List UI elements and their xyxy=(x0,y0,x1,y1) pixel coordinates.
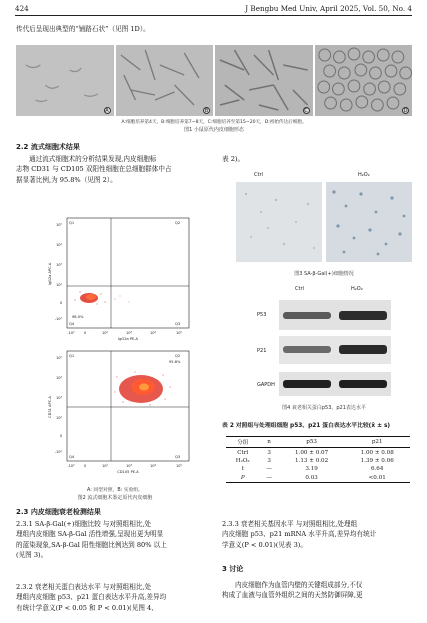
table-cell: 0.03 xyxy=(305,474,318,481)
figure4-caption: 图4 衰老相关蛋白p53、p21表达水平 xyxy=(282,405,366,411)
label-h2o2: H₂O₂ xyxy=(358,172,370,178)
tick-label: 10⁵ xyxy=(55,223,62,227)
section-3-heading: 3 讨论 xyxy=(222,565,244,573)
text-line: 2.3.2 衰老相关蛋白表达水平 与对照组相比,处 xyxy=(16,583,152,591)
figure1-subcaption: A:细胞培养第4天，B:细胞培养第7~8天，C:细胞培养至第15~20天，D:初始传达后细胞。 xyxy=(121,120,307,125)
label-ctrl: Ctrl xyxy=(254,172,263,178)
quadrant-q2: Q2 xyxy=(175,354,181,358)
journal-header: J Bengbu Med Univ, April 2025, Vol. 50, No. 4 xyxy=(245,4,412,13)
table-cell: — xyxy=(266,466,272,473)
sa-bgal-ctrl-image xyxy=(236,182,322,262)
tick-label: 10⁴ xyxy=(55,376,62,380)
table-cell: t xyxy=(241,466,244,473)
p21-blot xyxy=(279,336,391,364)
table-row xyxy=(226,448,410,457)
p53-blot xyxy=(279,300,391,330)
table-cell: Ctrl xyxy=(237,449,249,456)
text-line: 据显著比例,为 95.8%（见图 2）。 xyxy=(16,175,117,184)
text-line: 学意义(P < 0.01)(见表 3)。 xyxy=(222,540,307,549)
tick-label: 10³ xyxy=(55,396,62,400)
section-2-2-heading: 2.2 流式细胞术结果 xyxy=(16,143,80,151)
figure4-western-blot xyxy=(255,284,395,400)
x-axis-label: IgG2a PE-A xyxy=(118,337,138,341)
section-3-text xyxy=(222,580,414,601)
tick-label: 10⁴ xyxy=(149,331,157,335)
tick-label: 10⁵ xyxy=(175,331,183,335)
figure2-subcaption: A: 同型对照，B: 实验组。 xyxy=(87,488,143,493)
tick-label: 10⁴ xyxy=(149,464,157,468)
figure2-caption: 图2 流式细胞术鉴定原代内皮细胞 xyxy=(77,495,153,501)
column-header: 分组 xyxy=(237,440,249,447)
tick-label: -10² xyxy=(67,464,75,468)
panel-label-c: C xyxy=(304,108,308,114)
table-header-row xyxy=(226,437,410,448)
text-line: 通过流式细胞术的分析结果发现,内皮细胞标 xyxy=(29,155,157,163)
sa-bgal-h2o2-image xyxy=(326,182,412,262)
text-line: 有统计学意义(P < 0.05 和 P < 0.01)(见图 4、 xyxy=(16,603,158,612)
text-line: 理组内皮细胞 p53、p21 蛋白表达水平升高,差异均 xyxy=(16,593,167,602)
continuation-text: 表 2)。 xyxy=(222,155,245,163)
text-line: 的蓝染现象,SA-β-Gal 阳性细胞比例达到 80% 以上 xyxy=(16,540,167,549)
section-2-3-3-text xyxy=(222,519,414,550)
table-cell: P xyxy=(240,474,245,481)
section-2-3-2-text xyxy=(16,582,216,613)
page-number: 424 xyxy=(15,4,29,13)
table-cell: 3.19 xyxy=(305,466,318,473)
table-cell: 1.00 ± 0.08 xyxy=(360,449,394,456)
figure1-micrographs xyxy=(16,45,412,116)
text-line: 内皮细胞作为血管内壁的关键组成部分,不仅 xyxy=(235,581,363,589)
micrograph-c xyxy=(215,45,313,116)
intro-line: 传代后呈现出典型的“铺路石状”（见图 1D）。 xyxy=(16,25,150,33)
text-line: (见图 3)。 xyxy=(16,551,48,560)
panel-label-a: A xyxy=(105,108,109,114)
y-axis-label: IgG2a APC-A xyxy=(48,262,52,286)
y-axis-label: CD31 APC-A xyxy=(48,396,52,418)
section-2-2-text xyxy=(16,154,214,185)
quadrant-q1: Q1 xyxy=(69,354,75,358)
table-cell: 1.39 ± 0.06 xyxy=(360,457,394,464)
tick-label: 10⁵ xyxy=(55,356,62,360)
tick-label: -10² xyxy=(54,450,62,454)
column-header: p53 xyxy=(306,439,317,446)
table-row xyxy=(226,474,410,483)
tick-label: 0 xyxy=(59,434,62,438)
column-header: n xyxy=(267,439,271,446)
tick-label: 10² xyxy=(101,331,109,335)
tick-label: 10³ xyxy=(125,331,133,335)
x-axis-label: CD105 PE-A xyxy=(117,470,139,474)
text-line: 理组内皮细胞 SA-β-Gal 活性增强,呈现出更为明显 xyxy=(16,530,164,539)
figure1-caption: 图1 小鼠原代内皮细胞形态 xyxy=(184,127,244,133)
label-ctrl: Ctrl xyxy=(295,286,304,292)
table-cell: H₂O₂ xyxy=(235,457,250,464)
text-line: 2.3.3 衰老相关基因水平 与对照组相比,处理组 xyxy=(222,520,358,528)
figure2-flow-cytometry xyxy=(45,214,195,484)
tick-label: 10² xyxy=(55,283,62,287)
figure3-sa-bgal xyxy=(236,166,412,268)
figure3-caption: 图3 SA-β-Gal(+)细胞情况 xyxy=(294,271,354,277)
table-cell: 3 xyxy=(267,457,271,464)
quadrant-q3: Q3 xyxy=(175,322,181,326)
micrograph-a xyxy=(16,45,114,116)
tick-label: 0 xyxy=(83,331,87,335)
tick-label: -10² xyxy=(67,331,75,335)
section-2-3-1-text xyxy=(16,519,216,561)
label-h2o2: H₂O₂ xyxy=(351,286,363,292)
tick-label: 10⁴ xyxy=(55,243,62,247)
table-cell: — xyxy=(266,474,272,481)
text-line: 构成了血液与血管外组织之间的天然防御屏障,更 xyxy=(222,591,363,600)
panel-label-b: B xyxy=(204,108,209,114)
table-cell: <0.01 xyxy=(368,474,386,481)
quadrant-q4: Q4 xyxy=(69,322,75,326)
table-row xyxy=(226,457,410,465)
column-header: p21 xyxy=(371,439,383,446)
table-cell: 3 xyxy=(267,449,271,456)
table2-caption: 表 2 对照组与处理组细胞 p53、p21 蛋白表达水平比较(x̄ ± s) xyxy=(222,423,391,429)
tick-label: 0 xyxy=(83,464,87,468)
text-line: 2.3.1 SA-β-Gal(+)细胞比较 与对照组相比,处 xyxy=(16,520,152,528)
micrograph-b xyxy=(116,45,214,116)
tick-label: -10² xyxy=(54,317,62,321)
header-rule xyxy=(15,15,412,16)
table-cell: 1.13 ± 0.02 xyxy=(295,457,329,464)
percentage: 95.8% xyxy=(169,360,181,364)
text-line: 内皮细胞 p53、p21 mRNA 水平升高,差异均有统计 xyxy=(222,530,377,539)
tick-label: 0 xyxy=(59,301,62,305)
tick-label: 10² xyxy=(55,416,62,420)
panel-label-d: D xyxy=(403,108,408,114)
table-cell: 1.00 ± 0.07 xyxy=(295,449,329,456)
tick-label: 10² xyxy=(101,464,109,468)
quadrant-q4: Q4 xyxy=(69,455,75,459)
table-row xyxy=(226,465,410,473)
text-line: 志物 CD31 与 CD105 双阳性细胞在总细胞群体中占 xyxy=(16,165,172,174)
quadrant-q2: Q2 xyxy=(175,221,181,225)
tick-label: 10³ xyxy=(125,464,133,468)
table-cell: 6.64 xyxy=(370,466,384,473)
band-label-p53: P53 xyxy=(257,312,267,318)
section-2-3-heading: 2.3 内皮细胞衰老检测结果 xyxy=(16,508,101,516)
micrograph-d xyxy=(315,45,413,116)
gapdh-blot xyxy=(279,372,391,396)
band-label-p21: P21 xyxy=(257,348,267,354)
percentage: 98.0% xyxy=(72,315,84,319)
table2 xyxy=(226,436,410,483)
tick-label: 10⁵ xyxy=(175,464,183,468)
band-label-gapdh: GAPDH xyxy=(257,382,275,388)
quadrant-q1: Q1 xyxy=(69,221,75,225)
tick-label: 10³ xyxy=(55,263,62,267)
quadrant-q3: Q3 xyxy=(175,455,181,459)
